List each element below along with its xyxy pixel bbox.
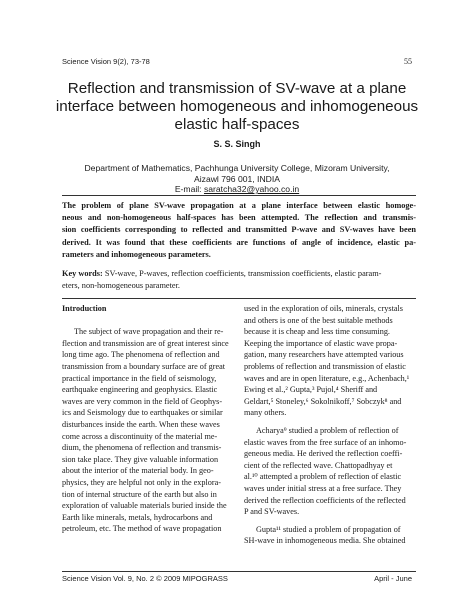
text-line: Keeping the importance of elastic wave propa- [244, 338, 398, 348]
text-line: Earth like minerals, metals, hydrocarbons and [62, 512, 213, 522]
abstract-line: neous and non-homogeneous half-spaces has been attempted. The reflection and transmis- [62, 213, 416, 223]
text-line: many others. [244, 408, 287, 418]
title-line: interface between homogeneous and inhomogeneous [55, 98, 419, 115]
text-line: elastic waves from the free surface of an inhomo- [244, 437, 407, 447]
text-line: waves and are in open literature, e.g., Achenbach,¹ [244, 373, 410, 383]
text-line: al.¹⁰ attempted a problem of reflection of elastic [244, 472, 402, 482]
text-line: petroleum, etc. The method of wave propagation [62, 524, 222, 534]
text-line: sion take place. They give valuable information [62, 454, 219, 464]
text-line: problems of reflection and transmission of elastic [244, 361, 406, 371]
text-line: exploration of valuable materials buried inside the [62, 501, 227, 511]
text-line: physics, they are helpful not only in the explora- [62, 477, 221, 487]
keywords-text: SV-wave, P-waves, reflection coefficients, transmission coefficients, elastic param- [102, 269, 382, 278]
text-line: ics and Seismology due to earthquakes or similar [62, 408, 223, 418]
text-line: tion of internal structure of the earth but also in [62, 489, 217, 499]
page-number: 55 [404, 57, 412, 66]
text-line: waves under initial stress at a free surface. They [244, 483, 402, 493]
text-line: waves are very common in the field of Geophys- [62, 396, 223, 406]
text-line: cient of the reflected wave. Chattopadhyay et [244, 460, 393, 470]
affiliation-line: Aizawl 796 001, INDIA [194, 173, 280, 184]
text-line: used in the exploration of oils, minerals, crystals [244, 304, 403, 313]
abstract-line: The problem of plane SV-wave propagation at a plane interface between elastic homoge- [62, 201, 416, 210]
keywords-label: Key words: [62, 269, 103, 278]
text-line: gation, many researchers have attempted various [244, 350, 404, 360]
text-line: dium, the phenomena of reflection and transmis- [62, 443, 222, 453]
title-line: Reflection and transmission of SV-wave at a plane [67, 80, 407, 97]
footer-journal: Science Vision Vol. 9, No. 2 © 2009 MIPOGRASS [62, 574, 228, 583]
text-line: Acharya⁹ studied a problem of reflection of [256, 425, 399, 435]
keywords-line [62, 268, 416, 280]
text-line: derived the reflection coefficients of the reflected [244, 495, 406, 505]
title-line: elastic half-spaces [174, 116, 300, 133]
text-line: Geldart,⁵ Stoneley,⁶ Sokolnikoff,⁷ Sobczyk⁸ and [244, 396, 402, 406]
abstract [62, 200, 416, 261]
text-line: because it is cheap and less time consuming. [244, 327, 390, 337]
text-line: disturbances inside the earth. When these waves [62, 419, 220, 429]
divider [62, 195, 416, 196]
email-line [40, 184, 434, 195]
section-heading: Introduction [62, 304, 107, 313]
abstract-line: rameters and inhomogeneous parameters. [62, 249, 211, 259]
left-column [62, 303, 232, 535]
right-column [244, 303, 416, 547]
text-line: Ewing et al.,² Gupta,³ Pujol,⁴ Sheriff and [244, 385, 378, 395]
text-line: SH-wave in inhomogeneous media. She obtained [244, 536, 406, 546]
email-label: E-mail: [174, 184, 204, 195]
abstract-line: derived. It was found that these coefficients are functions of angle of incidence, elastic pa- [62, 237, 416, 247]
text-line: transmission from a boundary surface are of great [62, 361, 226, 371]
author-name: S. S. Singh [213, 139, 261, 149]
text-line: geneous media. He derived the reflection coeffi- [244, 449, 403, 459]
affiliation-line: Department of Mathematics, Pachhunga University College, Mizoram University, [84, 163, 390, 173]
divider [62, 571, 416, 572]
paper-title [40, 80, 434, 134]
abstract-line: sion coefficients corresponding to reflected and transmitted P-wave and SV-waves have been [62, 225, 416, 235]
text-line: and others is one of the best suitable methods [244, 315, 393, 325]
text-line: about the interior of the material body. In geo- [62, 466, 214, 476]
text-line: Gupta¹¹ studied a problem of propagation of [256, 524, 401, 534]
affiliation [40, 163, 434, 195]
text-line: practical importance in the field of seismology, [62, 373, 217, 383]
text-line: earthquake engineering and geophysics. Elastic [62, 385, 218, 395]
email-link[interactable]: saratcha32@yahoo.co.in [203, 184, 300, 195]
text-line: P and SV-waves. [244, 507, 300, 517]
text-line: long time ago. The phenomena of reflection and [62, 350, 220, 360]
divider [62, 298, 416, 299]
text-line: come across a discontinuity of the material me- [62, 431, 218, 441]
footer-issue: April - June [374, 574, 412, 583]
text-line: The subject of wave propagation and their re- [74, 327, 224, 337]
text-line: flection and transmission are of great interest since [62, 338, 229, 348]
running-head: Science Vision 9(2), 73-78 [62, 57, 150, 66]
keywords [62, 268, 416, 292]
keywords-line: eters, non-homogeneous parameter. [62, 281, 180, 291]
